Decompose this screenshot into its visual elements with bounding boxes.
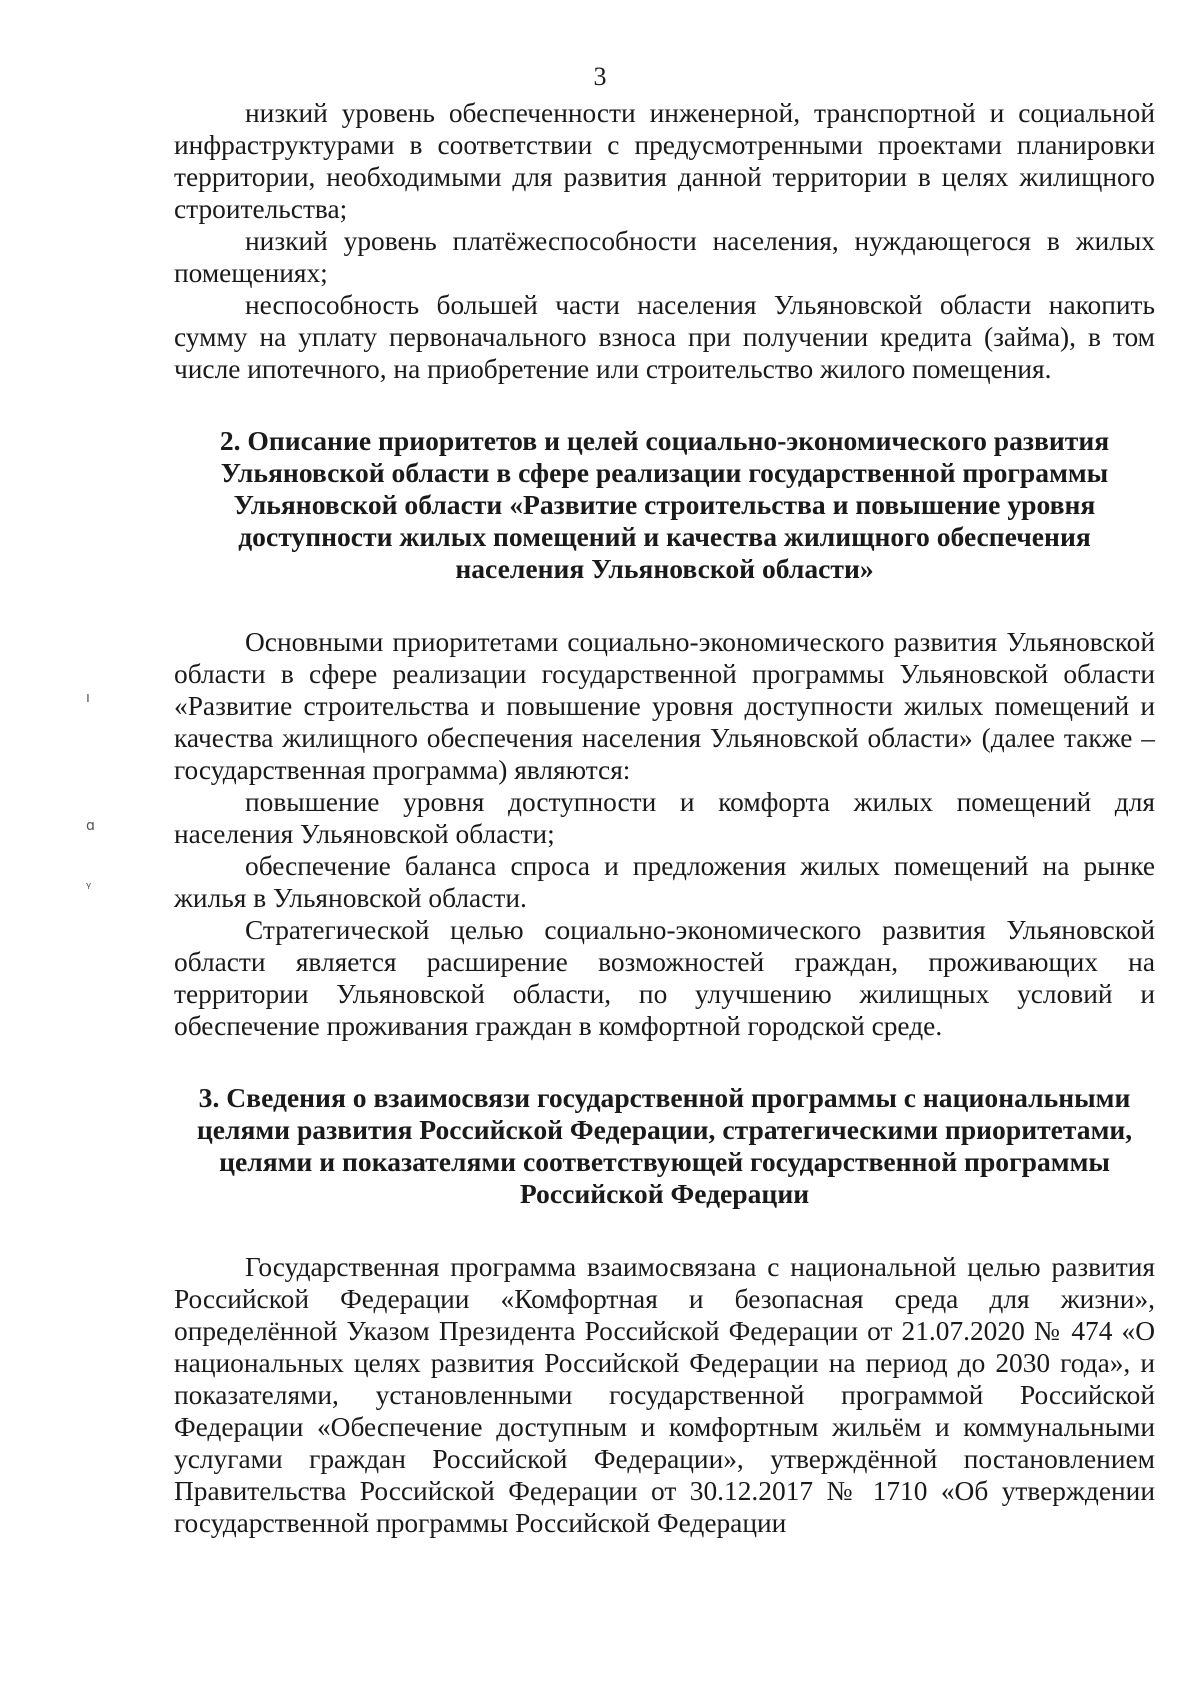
body-paragraph: низкий уровень обеспеченности инженерной, транспортной и социальной инфраструктурами в соответствии с предусмотренными проектами планировки территории, необходимыми для развития данной территории в целях жилищного строительства; [174, 98, 1155, 224]
section-heading-3: 3. Сведения о взаимосвязи государственной программы с национальными целями развития Российской Федерации, стратегическими приоритетами, целями и показателями соответствующей государственной программы Российской Федерации [196, 1082, 1133, 1209]
margin-mark: ᵞ [86, 880, 92, 896]
body-paragraph: неспособность большей части населения Ульяновской области накопить сумму на уплату первоначального взноса при получении кредита (займа), в том числе ипотечного, на приобретение или строительство жилого помещения. [174, 290, 1155, 384]
margin-mark: ı [86, 690, 90, 706]
body-paragraph: низкий уровень платёжеспособности населения, нуждающегося в жилых помещениях; [174, 226, 1155, 288]
body-paragraph: Стратегической целью социально-экономического развития Ульяновской области является расширение возможностей граждан, проживающих на территории Ульяновской области, по улучшению жилищных условий и обеспечение проживания граждан в комфортной городской среде. [174, 915, 1155, 1041]
margin-mark: ɑ [86, 818, 95, 834]
body-paragraph: Государственная программа взаимосвязана с национальной целью развития Российской Федерации «Комфортная и безопасная среда для жизни», определённой Указом Президента Российской Федерации от 21.07.2020 № 474 «О национальных целях развития Российской Федерации на период до 2030 года», и показателями, установленными государственной программой Российской Федерации «Обеспечение доступным и комфортным жильём и коммунальными услугами граждан Российской Федерации», утверждённой постановлением Правительства Российской Федерации от 30.12.2017 № 1710 «Об утверждении государственной программы Российской Федерации [174, 1252, 1155, 1538]
body-paragraph: Основными приоритетами социально-экономического развития Ульяновской области в сфере реализации государственной программы Ульяновской области «Развитие строительства и повышение уровня доступности жилых помещений и качества жилищного обеспечения населения Ульяновской области» (далее также – государственная программа) являются: [174, 627, 1155, 785]
document-body [174, 97, 1155, 1539]
body-paragraph: повышение уровня доступности и комфорта жилых помещений для населения Ульяновской области; [174, 787, 1155, 849]
body-paragraph: обеспечение баланса спроса и предложения жилых помещений на рынке жилья в Ульяновской области. [174, 851, 1155, 913]
section-heading-2: 2. Описание приоритетов и целей социально-экономического развития Ульяновской области в сфере реализации государственной программы Ульяновской области «Развитие строительства и повышение уровня доступности жилых помещений и качества жилищного обеспечения населения Ульяновской области» [219, 425, 1110, 584]
page-number: 3 [593, 62, 607, 91]
